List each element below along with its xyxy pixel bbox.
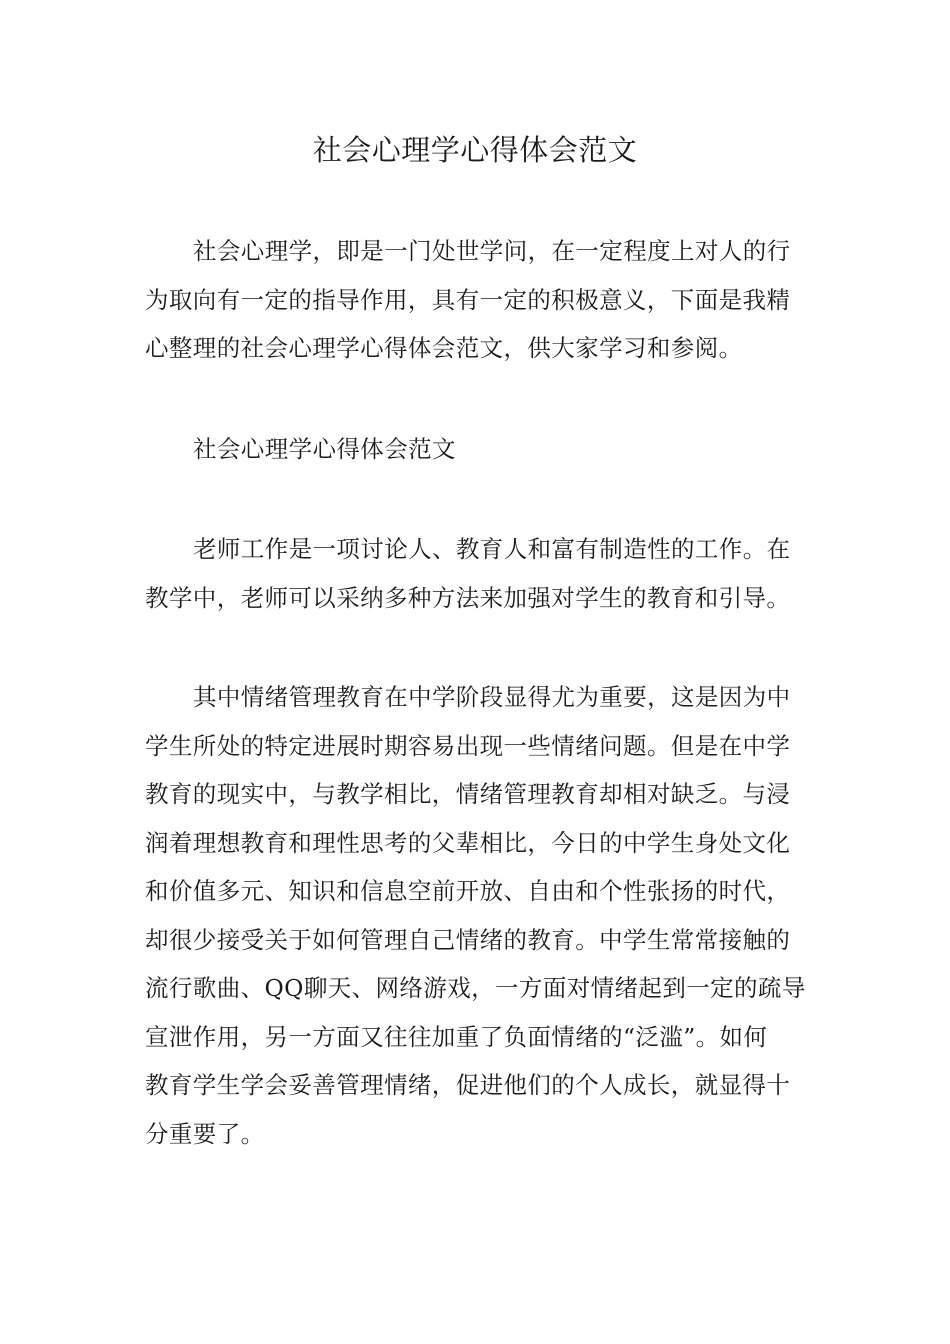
paragraph-line: 老师工作是一项讨论人、教育人和富有制造性的工作。在: [193, 535, 791, 563]
paragraph-intro: [145, 227, 810, 373]
paragraph-line: 学生所处的特定进展时期容易出现一些情绪问题。但是在中学: [145, 731, 791, 760]
paragraph-line: 其中情绪管理教育在中学阶段显得尤为重要，这是因为中: [193, 683, 791, 711]
paragraph-line: 教育的现实中，与教学相比，情绪管理教育却相对缺乏。与浸: [145, 780, 791, 808]
section-heading-text: 社会心理学心得体会范文: [193, 435, 456, 463]
paragraph-line: 教育学生学会妥善管理情绪，促进他们的个人成长，就显得十: [145, 1071, 791, 1099]
document-title: 社会心理学心得体会范文: [312, 133, 638, 167]
paragraph-teacher-work: [145, 525, 810, 622]
paragraph-line: 润着理想教育和理性思考的父辈相比，今日的中学生身处文化: [145, 828, 791, 857]
paragraph-line: 流行歌曲、QQ聊天、网络游戏，一方面对情绪起到一定的疏导: [145, 974, 806, 1002]
paragraph-emotion-management: [145, 673, 810, 1158]
paragraph-line: 分重要了。: [145, 1119, 265, 1148]
paragraph-line: 社会心理学，即是一门处世学问，在一定程度上对人的行: [193, 237, 791, 265]
paragraph-line: 宣泄作用，另一方面又往往加重了负面情绪的“泛滥”。如何: [145, 1022, 768, 1051]
section-heading: [145, 425, 810, 474]
paragraph-line: 却很少接受关于如何管理自己情绪的教育。中学生常常接触的: [145, 925, 791, 954]
paragraph-line: 和价值多元、知识和信息空前开放、自由和个性张扬的时代，: [145, 877, 791, 905]
paragraph-line: 为取向有一定的指导作用，具有一定的积极意义，下面是我精: [145, 285, 791, 314]
paragraph-line: 教学中，老师可以采纳多种方法来加强对学生的教育和引导。: [145, 583, 791, 612]
paragraph-line: 心整理的社会心理学心得体会范文，供大家学习和参阅。: [145, 334, 743, 362]
